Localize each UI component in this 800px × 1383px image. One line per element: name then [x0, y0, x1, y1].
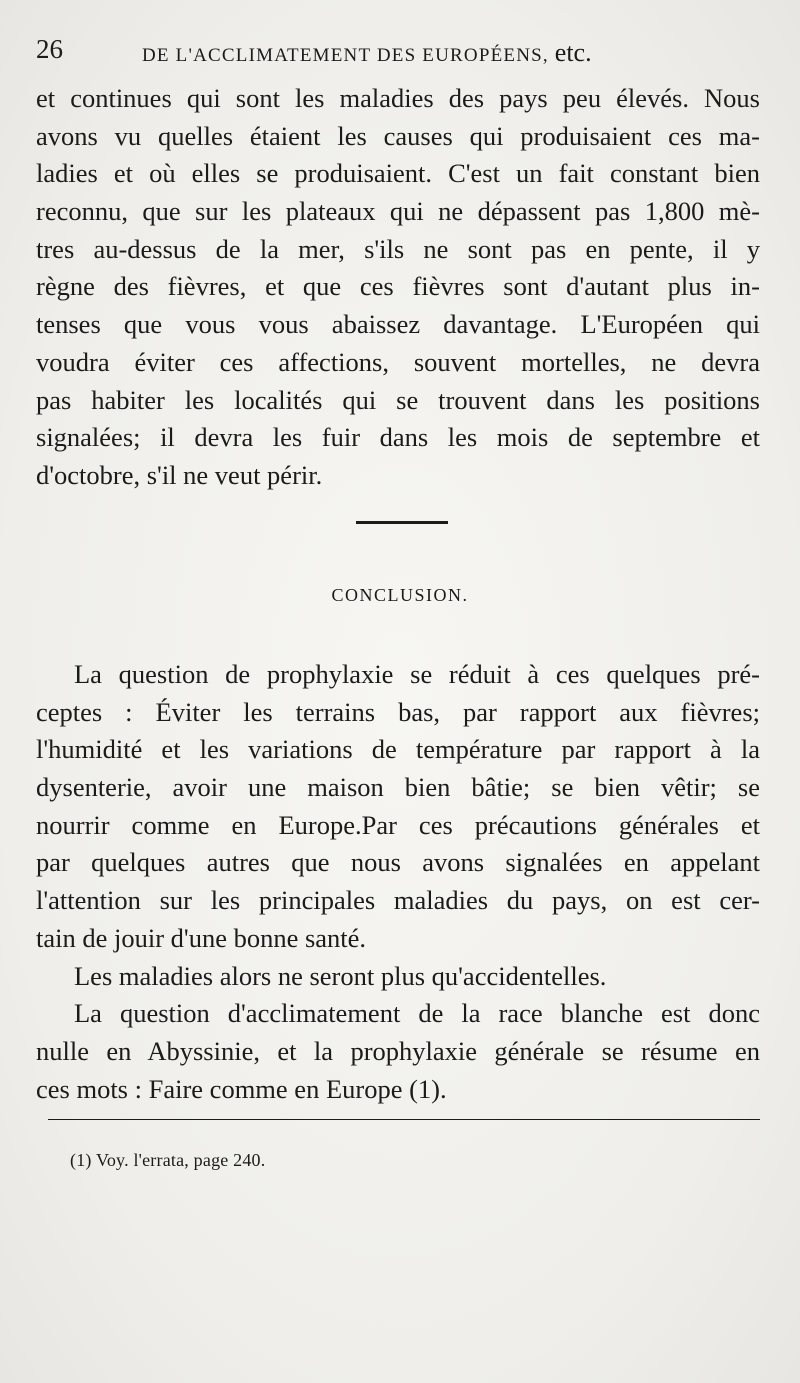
section-heading: CONCLUSION. — [331, 585, 469, 605]
text-line: règne des fièvres, et que ces fièvres sont d'autant plus in- — [36, 271, 760, 302]
text-line: Les maladies alors ne seront plus qu'accidentelles. — [74, 960, 607, 991]
page-number: 26 — [36, 34, 63, 64]
text-line: l'humidité et les variations de température par rapport à la — [36, 734, 760, 765]
text-line: dysenterie, avoir une maison bien bâtie; se bien vêtir; se — [36, 772, 760, 803]
conclusion-text — [36, 656, 760, 1108]
text-line: pas habiter les localités qui se trouvent dans les positions — [36, 384, 760, 415]
text-line: reconnu, que sur les plateaux qui ne dépassent pas 1,800 mè- — [36, 196, 760, 227]
text-line: La question de prophylaxie se réduit à ces quelques pré- — [74, 659, 760, 689]
running-head — [36, 34, 760, 66]
text-line: avons vu quelles étaient les causes qui produisaient ces ma- — [36, 120, 760, 151]
running-title-etc: etc. — [554, 38, 592, 67]
text-line: ceptes : Éviter les terrains bas, par rapport aux fièvres; — [36, 696, 760, 727]
text-line: l'attention sur les principales maladies du pays, on est cer- — [36, 885, 760, 916]
text-line: La question d'acclimatement de la race blanche est donc — [74, 998, 760, 1029]
text-line: et continues qui sont les maladies des pays peu élevés. Nous — [36, 83, 760, 113]
text-line: signalées; il devra les fuir dans les mois de septembre et — [36, 422, 760, 453]
text-line: ces mots : Faire comme en Europe (1). — [36, 1073, 447, 1104]
text-line: tain de jouir d'une bonne santé. — [36, 922, 367, 953]
text-line: nourrir comme en Europe.Par ces précautions générales et — [36, 809, 760, 840]
text-line: par quelques autres que nous avons signalées en appelant — [36, 847, 760, 878]
text-line: voudra éviter ces affections, souvent mortelles, ne devra — [36, 346, 760, 377]
text-line: tres au-dessus de la mer, s'ils ne sont pas en pente, il y — [36, 233, 760, 264]
text-line: d'octobre, s'il ne veut périr. — [36, 459, 323, 490]
paragraph-top — [36, 80, 760, 495]
text-line: ladies et où elles se produisaient. C'est un fait constant bien — [36, 158, 760, 189]
footnote: (1) Voy. l'errata, page 240. — [70, 1150, 266, 1170]
running-title-text: DE L'ACCLIMATEMENT DES EUROPÉENS, — [142, 45, 549, 66]
footnote-rule — [48, 1119, 760, 1120]
text-line: nulle en Abyssinie, et la prophylaxie générale se résume en — [36, 1035, 760, 1066]
text-line: tenses que vous vous abaissez davantage. L'Européen qui — [36, 309, 760, 340]
running-title — [142, 38, 592, 68]
section-divider — [356, 521, 448, 524]
